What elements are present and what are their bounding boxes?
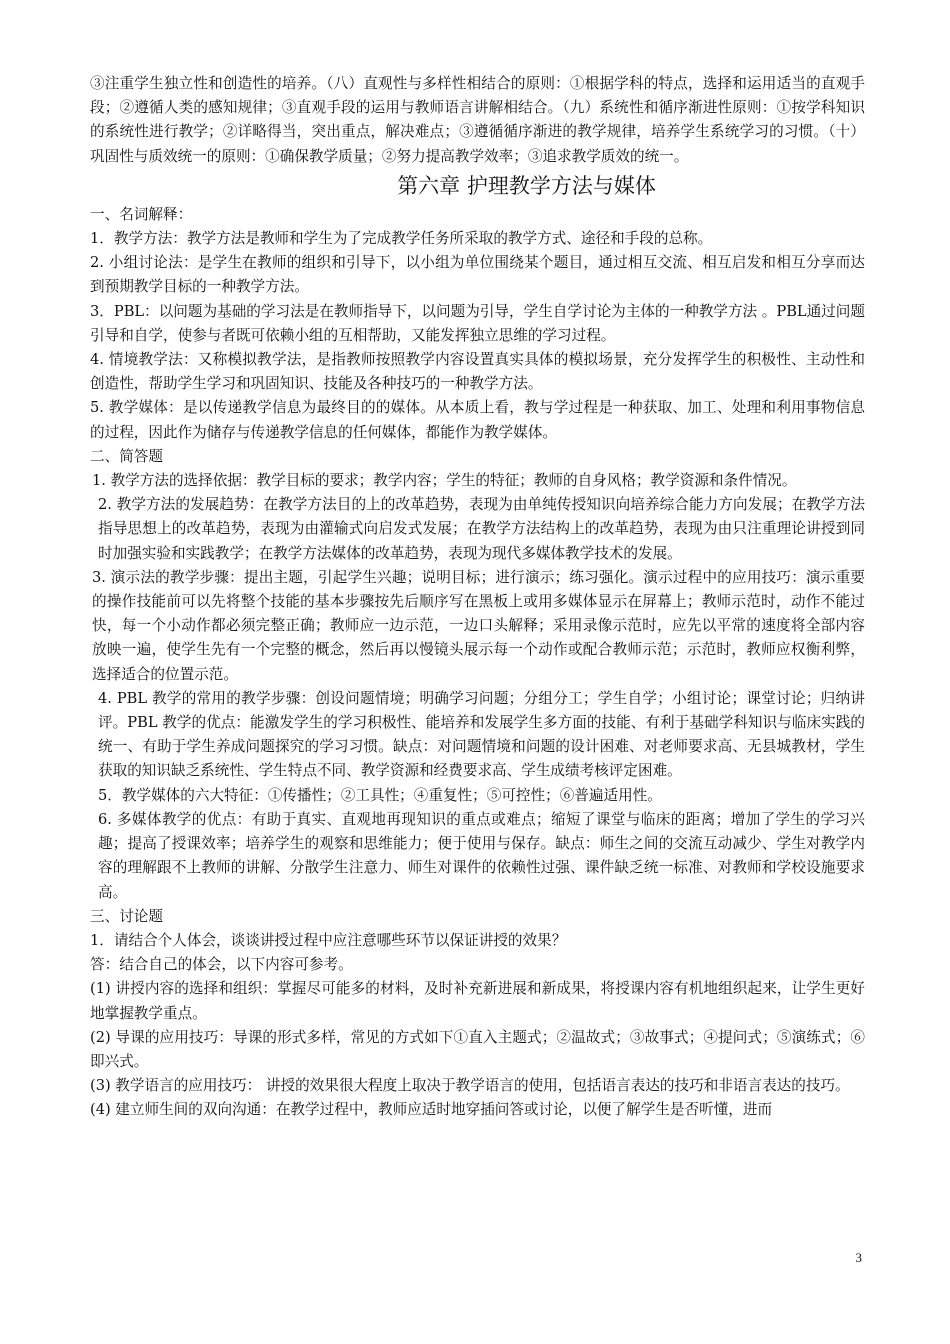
- short-answer-6: 6. 多媒体教学的优点：有助于真实、直观地再现知识的重点或难点；缩短了课堂与临床的距离；增加了学生的学习兴趣；提高了授课效率；培养学生的观察和思维能力；便于使用与保存。缺点：师生之间的交流互动减少、学生对教学内容的理解跟不上教师的讲解、分散学生注意力、师生对课件的依赖性过强、课件缺乏统一标准、对教师和学校设施要求高。: [98, 810, 865, 901]
- paragraph-principles-continued: ③注重学生独立性和创造性的培养。（八）直观性与多样性相结合的原则：①根据学科的特点，选择和运用适当的直观手段；②遵循人类的感知规律；③直观手段的运用与教师语言讲解相结合。（九）系统性和循序渐进性原则：①按学科知识的系统性进行教学；②详略得当，突出重点，解决难点；③遵循循序渐进的教学规律，培养学生系统学习的习惯。（十）巩固性与质效统一的原则：①确保教学质量；②努力提高教学效率；③追求教学质效的统一。: [90, 75, 865, 165]
- term-teaching-media: 5. 教学媒体：是以传递教学信息为最终目的的媒体。从本质上看，教与学过程是一种获取、加工、处理和利用事物信息的过程，因此作为储存与传递教学信息的任何媒体，都能作为教学媒体。: [90, 399, 865, 441]
- section-title-terms: 一、名词解释：: [90, 205, 193, 223]
- discussion-answer-intro: 答：结合自己的体会，以下内容可参考。: [90, 956, 353, 974]
- discussion-point-1: (1) 讲授内容的选择和组织：掌握尽可能多的材料，及时补充新进展和新成果，将授课内容有机地组织起来，让学生更好地掌握教学重点。: [90, 980, 865, 1022]
- discussion-question: 1．请结合个人体会，谈谈讲授过程中应注意哪些环节以保证讲授的效果？: [90, 931, 567, 949]
- term-group-discussion: 2. 小组讨论法：是学生在教师的组织和引导下，以小组为单位围绕某个题目，通过相互交流、相互启发和相互分享而达到预期教学目标的一种教学方法。: [90, 254, 865, 296]
- term-pbl: 3．PBL：以问题为基础的学习法是在教师指导下，以问题为引导，学生自学讨论为主体的一种教学方法 。PBL通过问题引导和自学，使参与者既可依赖小组的互相帮助，又能发挥独立思维的学习过程。: [90, 302, 865, 344]
- section-title-short-answer: 二、简答题: [90, 447, 163, 465]
- term-teaching-method: 1．教学方法：教学方法是教师和学生为了完成教学任务所采取的教学方式、途径和手段的总称。: [90, 230, 713, 248]
- discussion-point-3: (3) 教学语言的应用技巧： 讲授的效果很大程度上取决于教学语言的使用，包括语言表达的技巧和非语言表达的技巧。: [90, 1077, 850, 1095]
- discussion-point-4: (4) 建立师生间的双向沟通：在教学过程中，教师应适时地穿插问答或讨论，以便了解学生是否听懂，进而: [90, 1101, 773, 1119]
- section-title-discussion: 三、讨论题: [90, 907, 163, 925]
- page-number: 3: [855, 1250, 862, 1265]
- short-answer-3: 3. 演示法的教学步骤：提出主题，引起学生兴趣；说明目标；进行演示；练习强化。演示过程中的应用技巧：演示重要的操作技能前可以先将整个技能的基本步骤按先后顺序写在黑板上或用多媒体显示在屏幕上；教师示范时，动作不能过快，每一个小动作都必须完整正确；教师应一边示范，一边口头解释；采用录像示范时，应先以平常的速度将全部内容放映一遍，使学生先有一个完整的概念，然后再以慢镜头展示每一个动作或配合教师示范；示范时，教师应权衡利弊，选择适合的位置示范。: [92, 568, 865, 683]
- term-situational-teaching: 4. 情境教学法：又称模拟教学法，是指教师按照教学内容设置真实具体的模拟场景，充分发挥学生的积极性、主动性和创造性，帮助学生学习和巩固知识、技能及各种技巧的一种教学方法。: [90, 351, 865, 393]
- discussion-point-2: (2) 导课的应用技巧：导课的形式多样，常见的方式如下①直入主题式；②温故式；③故事式；④提问式；⑤演练式；⑥即兴式。: [90, 1028, 865, 1070]
- short-answer-5: 5．教学媒体的六大特征：①传播性；②工具性；④重复性；⑤可控性；⑥普遍适用性。: [98, 786, 662, 804]
- document-page: [90, 72, 865, 1123]
- chapter-title: 第六章 护理教学方法与媒体: [397, 173, 656, 198]
- short-answer-4: 4. PBL 教学的常用的教学步骤：创设问题情境；明确学习问题；分组分工；学生自学；小组讨论；课堂讨论；归纳讲评。PBL 教学的优点：能激发学生的学习积极性、能培养和发展学生多方面的技能、有利于基础学科知识与临床实践的统一、有助于学生养成问题探究的学习习惯。缺点：对问题情境和问题的设计困难、对老师要求高、无县城教材，学生获取的知识缺乏系统性、学生特点不同、教学资源和经费要求高、学生成绩考核评定困难。: [98, 689, 865, 780]
- short-answer-1: 1. 教学方法的选择依据：教学目标的要求；教学内容；学生的特征；教师的自身风格；教学资源和条件情况。: [92, 472, 797, 490]
- short-answer-2: 2. 教学方法的发展趋势：在教学方法目的上的改革趋势，表现为由单纯传授知识向培养综合能力方向发展；在教学方法指导思想上的改革趋势，表现为由灌输式向启发式发展；在教学方法结构上的改革趋势，表现为由只注重理论讲授到同时加强实验和实践教学；在教学方法媒体的改革趋势，表现为现代多媒体教学技术的发展。: [98, 496, 865, 562]
